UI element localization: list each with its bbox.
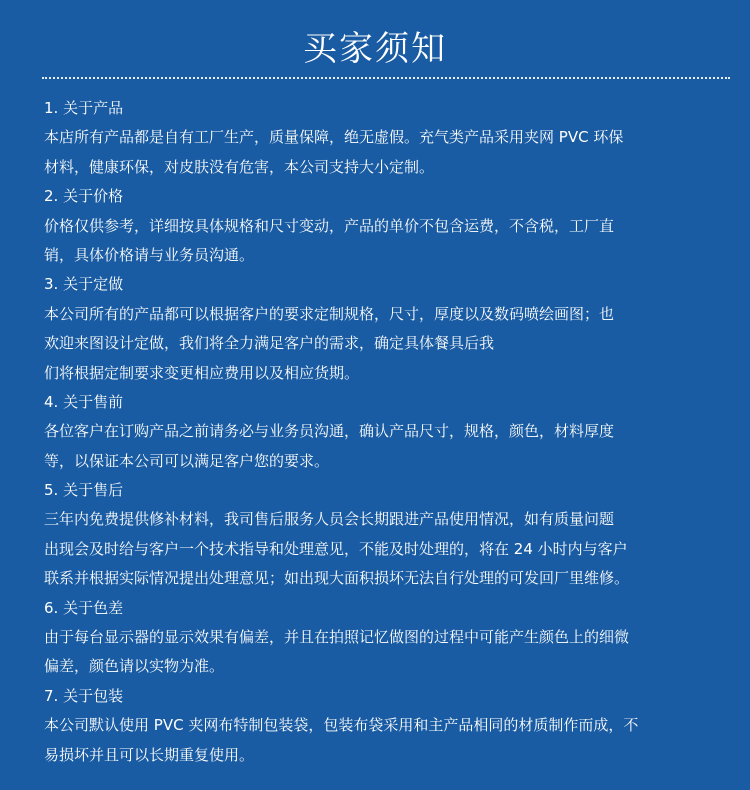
section-text-line: 本店所有产品都是自有工厂生产，质量保障，绝无虚假。充气类产品采用夹网 PVC 环保 (44, 128, 624, 147)
section-heading-price: 2. 关于价格 (44, 187, 124, 206)
page-title: 买家须知 (303, 29, 447, 69)
section-text-line: 三年内免费提供修补材料，我司售后服务人员会长期跟进产品使用情况，如有质量问题 (44, 510, 615, 529)
section-text-line: 本公司默认使用 PVC 夹网布特制包装袋，包装布袋采用和主产品相同的材质制作而成，不 (44, 716, 639, 735)
notice-content (44, 94, 724, 770)
section-heading-custom-order: 3. 关于定做 (44, 275, 124, 294)
section-text-line: 价格仅供参考，详细按具体规格和尺寸变动，产品的单价不包含运费，不含税，工厂直 (44, 216, 615, 235)
section-heading-after-sale: 5. 关于售后 (44, 481, 124, 500)
section-text-line: 联系并根据实际情况提出处理意见；如出现大面积损坏无法自行处理的可发回厂里维修。 (44, 569, 630, 588)
dotted-divider (42, 77, 730, 79)
section-text-line: 易损坏并且可以长期重复使用。 (44, 745, 255, 764)
section-heading-packaging: 7. 关于包装 (44, 686, 124, 705)
section-heading-color-difference: 6. 关于色差 (44, 598, 124, 617)
section-text-line: 偏差，颜色请以实物为准。 (44, 657, 225, 676)
section-text-line: 等，以保证本公司可以满足客户您的要求。 (44, 451, 330, 470)
section-text-line: 本公司所有的产品都可以根据客户的要求定制规格，尺寸，厚度以及数码喷绘画图；也 (44, 304, 615, 323)
section-text-line: 各位客户在订购产品之前请务必与业务员沟通，确认产品尺寸，规格，颜色，材料厚度 (44, 422, 615, 441)
section-text-line: 欢迎来图设计定做，我们将全力满足客户的需求，确定具体餐具后我 (44, 334, 495, 353)
section-text-line: 材料，健康环保，对皮肤没有危害，本公司支持大小定制。 (44, 157, 435, 176)
section-text-line: 由于每台显示器的显示效果有偏差，并且在拍照记忆做图的过程中可能产生颜色上的细微 (44, 628, 630, 647)
section-text-line: 们将根据定制要求变更相应费用以及相应货期。 (44, 363, 360, 382)
section-heading-products: 1. 关于产品 (44, 99, 124, 117)
section-text-line: 销，具体价格请与业务员沟通。 (44, 245, 255, 264)
section-heading-pre-sale: 4. 关于售前 (44, 392, 124, 411)
section-text-line: 出现会及时给与客户一个技术指导和处理意见，不能及时处理的，将在 24 小时内与客户 (44, 539, 628, 558)
